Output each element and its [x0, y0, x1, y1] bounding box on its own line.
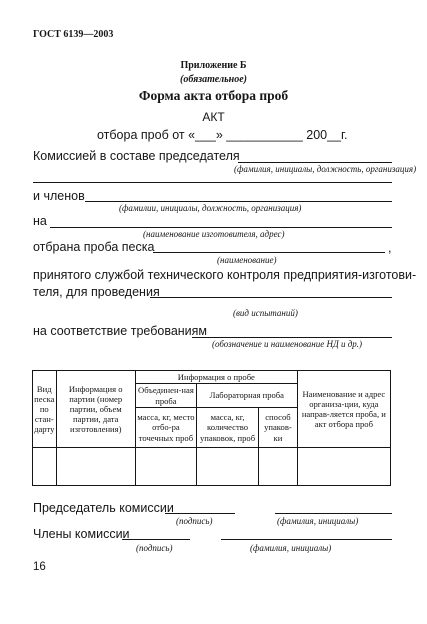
col-combined-sample-header: Объединен-ная проба	[135, 384, 196, 408]
document-header: ГОСТ 6139—2003	[33, 29, 114, 40]
members-signature-hint: (подпись)	[136, 543, 173, 553]
commission-continuation-line[interactable]	[33, 182, 392, 183]
compliance-hint: (обозначение и наименование НД и др.)	[212, 339, 363, 349]
chair-name-hint: (фамилия, инициалы)	[277, 516, 359, 526]
compliance-field-line[interactable]	[192, 337, 392, 338]
sub-packing-header: способ упаков-ки	[259, 408, 298, 448]
page-number: 16	[33, 561, 46, 573]
table-cell-batch[interactable]	[56, 448, 135, 486]
appendix-title: Приложение Б	[180, 60, 247, 71]
table-cell-lab-mass[interactable]	[196, 448, 258, 486]
col-sample-info-header: Информация о пробе	[135, 371, 297, 384]
na-label: на	[33, 214, 47, 228]
members-name-hint: (фамилия, инициалы)	[250, 543, 332, 553]
chair-label: Председатель комиссии	[33, 501, 174, 515]
test-type-field-line[interactable]	[150, 297, 392, 298]
table-cell-recipient[interactable]	[297, 448, 390, 486]
chair-signature-hint: (подпись)	[176, 516, 213, 526]
table-cell-packing[interactable]	[259, 448, 298, 486]
col-sand-type-header: Вид песка по стан-дарту	[33, 371, 57, 448]
members-name-line[interactable]	[221, 539, 392, 540]
members-signature-line[interactable]	[122, 539, 190, 540]
chair-signature-line[interactable]	[165, 513, 235, 514]
sample-table	[32, 370, 391, 486]
manufacturer-hint: (наименование изготовителя, адрес)	[143, 229, 285, 239]
sample-comma: ,	[388, 241, 392, 255]
test-hint: (вид испытаний)	[233, 308, 298, 318]
col-recipient-header: Наименование и адрес организа-ции, куда направ-ляется проба, и акт отбора проб	[297, 371, 390, 448]
sand-name-field-line[interactable]	[153, 252, 385, 253]
table-cell-combined[interactable]	[135, 448, 196, 486]
compliance-label: на соответствие требованиям	[33, 324, 208, 338]
chairman-field-line[interactable]	[238, 162, 392, 163]
manufacturer-field-line[interactable]	[50, 227, 392, 228]
col-lab-sample-header: Лабораторная проба	[196, 384, 297, 408]
sample-taken-label: отбрана проба песка	[33, 240, 155, 254]
chair-name-line[interactable]	[275, 513, 392, 514]
members-field-line[interactable]	[85, 201, 392, 202]
members-label: и членов	[33, 189, 85, 203]
appendix-status: (обязательное)	[180, 74, 247, 85]
commission-label: Комиссией в составе председателя	[33, 149, 240, 163]
act-date-line: отбора проб от «___» ___________ 200__г.	[97, 128, 348, 142]
col-batch-info-header: Информация о партии (номер партии, объем партии, дата изготовления)	[56, 371, 135, 448]
form-title: Форма акта отбора проб	[138, 88, 289, 103]
members-hint: (фамилии, инициалы, должность, организация)	[119, 203, 302, 213]
commission-hint: (фамилия, инициалы, должность, организация)	[234, 164, 417, 174]
act-word: АКТ	[202, 110, 225, 124]
sub-mass-quantity-header: масса, кг, количество упаковок, проб	[196, 408, 258, 448]
accepted-line-1: принятого службой технического контроля предприятия-изготови-	[33, 268, 417, 282]
members-sign-label: Члены комиссии	[33, 527, 130, 541]
accepted-line-2: теля, для проведения	[33, 285, 160, 299]
table-cell-sand[interactable]	[33, 448, 57, 486]
sub-mass-place-header: масса, кг, место отбо-ра точечных проб	[135, 408, 196, 448]
sand-hint: (наименование)	[217, 255, 277, 265]
